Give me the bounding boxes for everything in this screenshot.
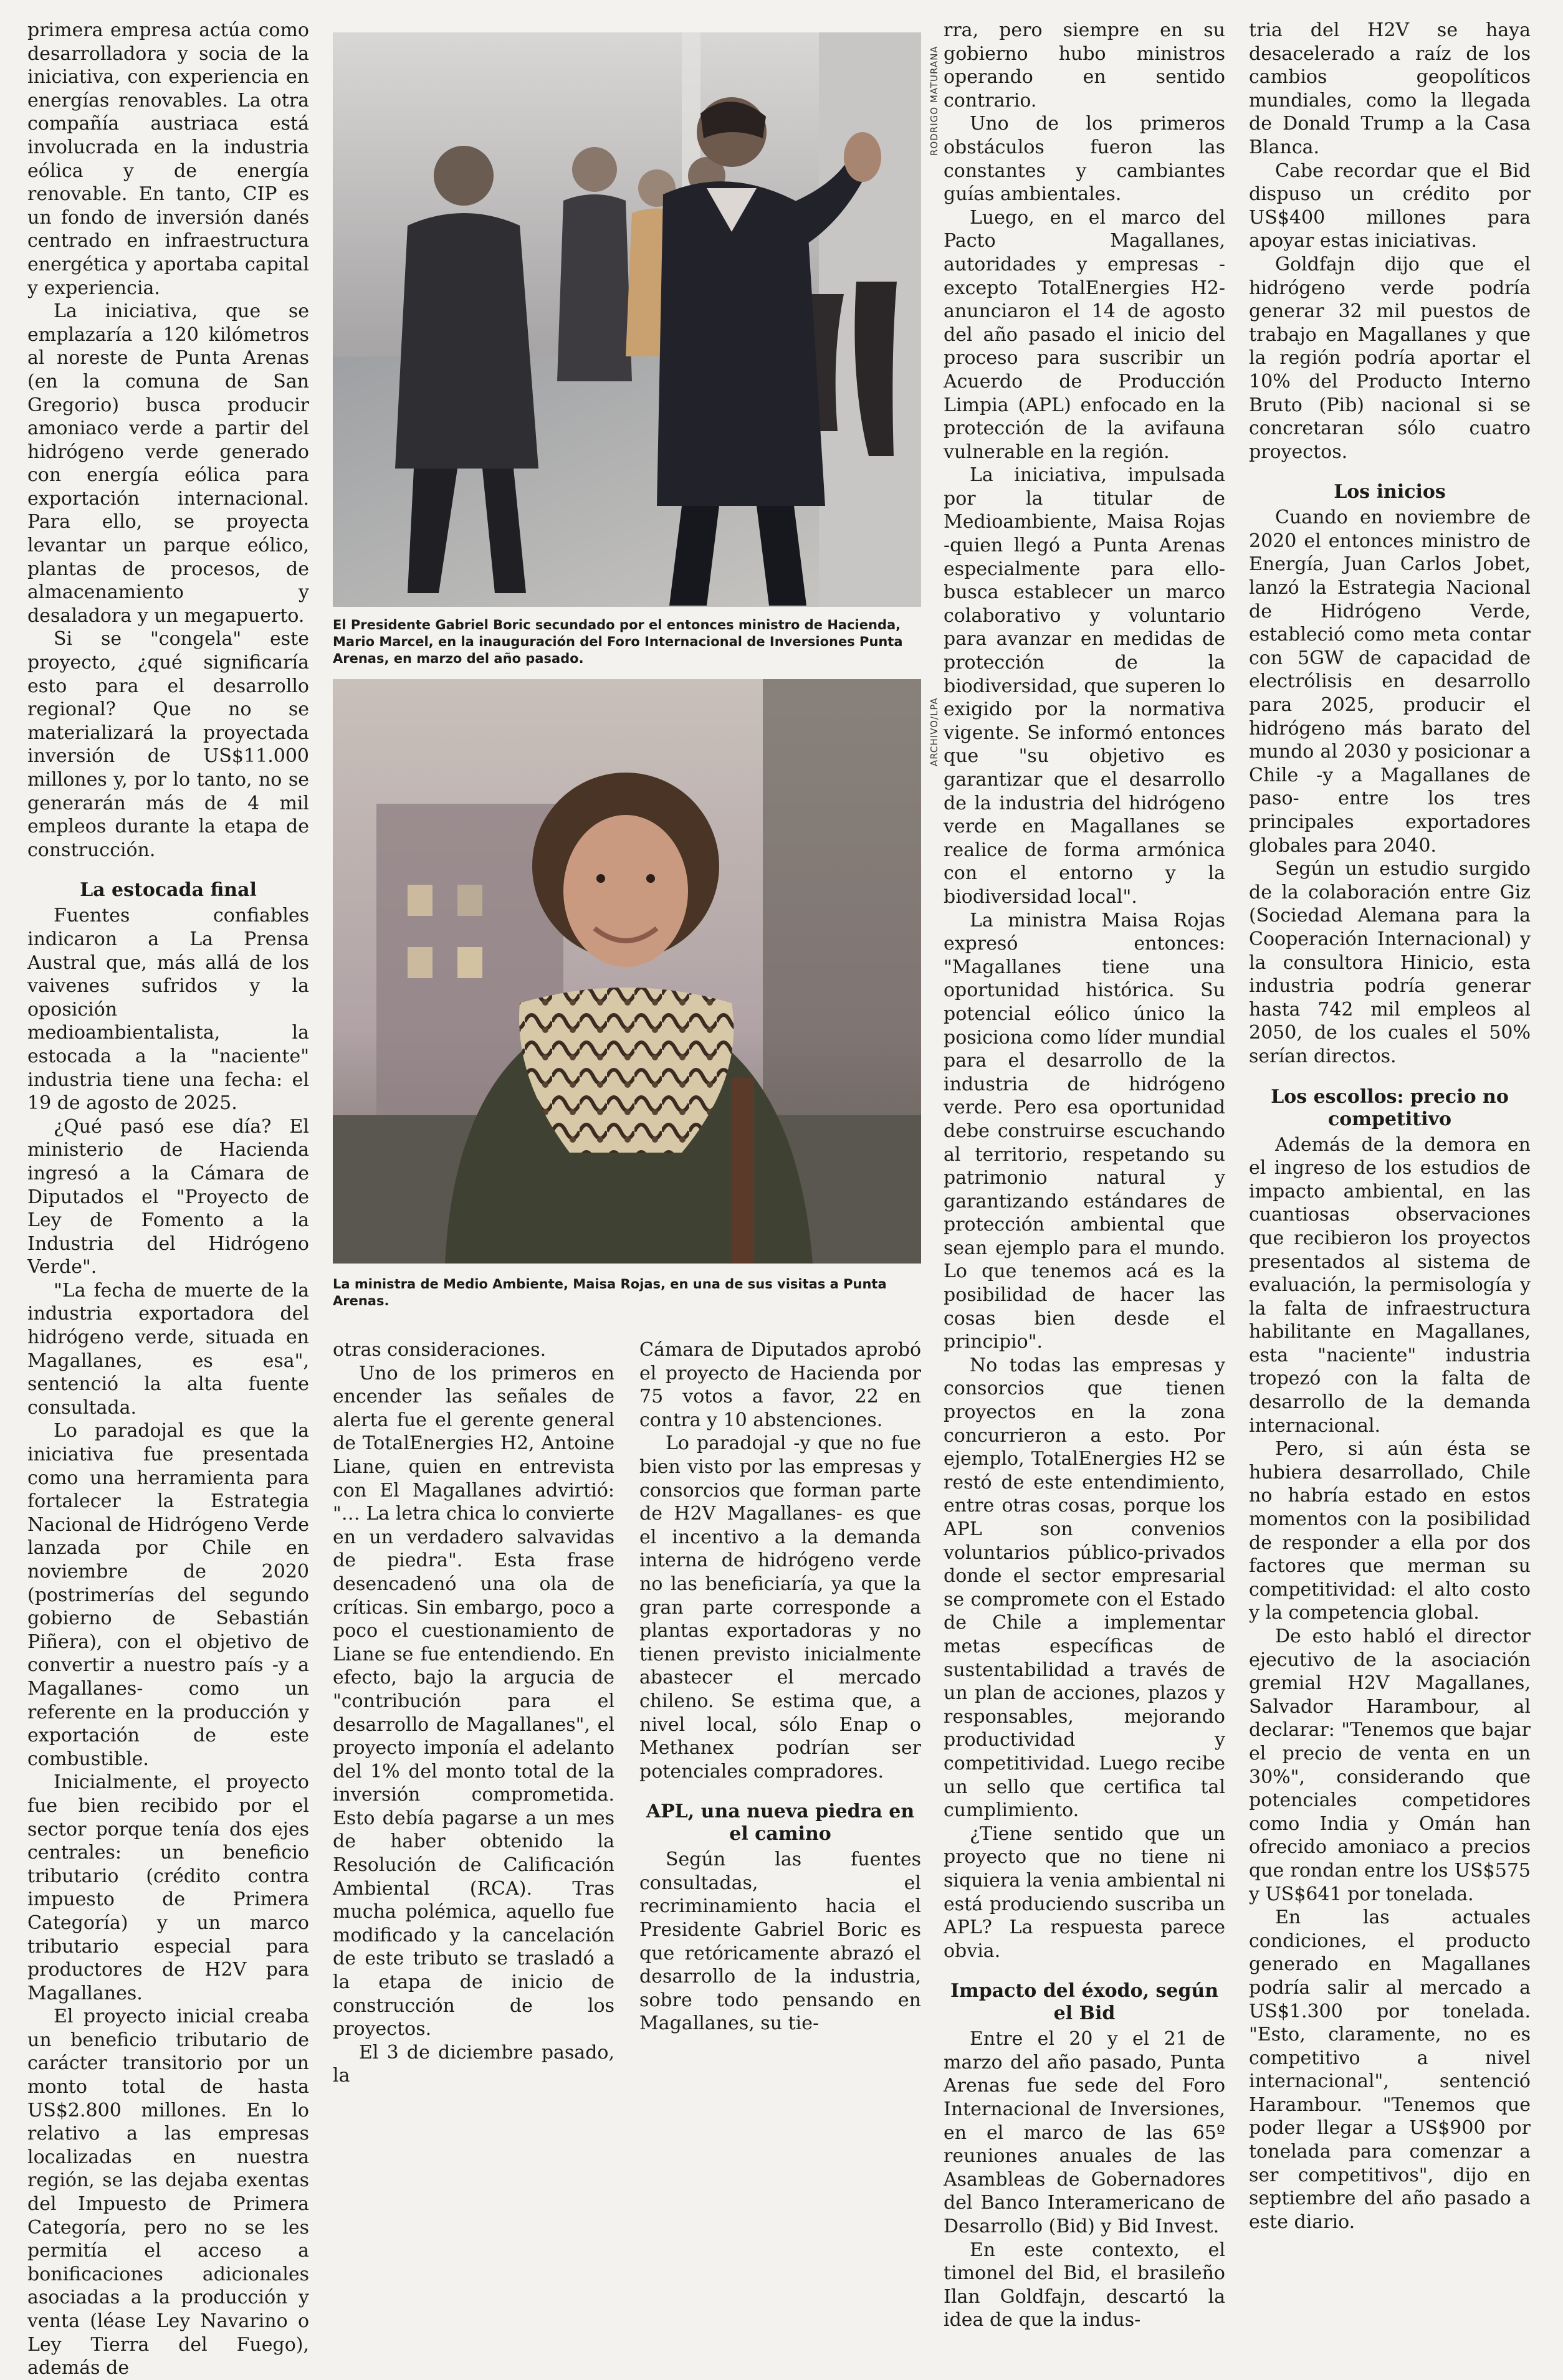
photo-boric-forum [333, 32, 921, 607]
photo-rojas-caption: La ministra de Medio Ambiente, Maisa Rojas, en una de sus visitas a Punta Arenas. [333, 1277, 887, 1308]
subheading-apl: APL, una nueva piedra en el camino [646, 1801, 915, 1845]
photo-rojas-credit: ARCHIVO/LPA [929, 697, 940, 766]
paragraph: No todas las empresas y consorcios que tienen proyectos en la zona concurrieron a esto. Por ejemplo, TotalEnergies H2 se restó de este entendimiento, entre otras cosas, porque los APL son convenios voluntarios público-privados donde el sector empresarial se compromete con el Estado de Chile a implementar metas específicas de sustentabilidad a través de un plan de acciones, plazos y responsables, mejorando productividad y competitividad. Luego recibe un sello que certifica tal cumplimiento. [944, 1354, 1225, 1822]
paragraph: La ministra Maisa Rojas expresó entonces: "Magallanes tiene una oportunidad histórica. Su potencial eólico único la posiciona como líder mundial para el desarrollo de la industria de hidrógeno verde. Pero esa oportunidad debe construirse escuchando al territorio, respetando su patrimonio natural y garantizando estándares de protección ambiental que sean ejemplo para el mundo. Lo que tenemos acá es la posibilidad de hacer las cosas bien desde el principio". [944, 909, 1225, 1353]
article-column-2 [333, 1338, 614, 2088]
photo-boric-caption: El Presidente Gabriel Boric secundado por el entonces ministro de Hacienda, Mario Marcel, en la inauguración del Foro Internacional de Inversiones Punta Arenas, en marzo del año pasado. [333, 617, 903, 666]
paragraph: otras consideraciones. [333, 1339, 547, 1361]
photo-rojas-image [333, 679, 921, 1264]
article-column-4 [944, 19, 1225, 2332]
paragraph: Goldfajn dijo que el hidrógeno verde podría generar 32 mil puestos de trabajo en Magallanes y que la región podría aportar el 10% del Producto Interno Bruto (Pib) nacional si se concretaran sólo cuatro proyectos. [1249, 253, 1531, 463]
paragraph: primera empresa actúa como desarrolladora y socia de la iniciativa, con experiencia en energías renovables. La otra compañía austriaca está involucrada en la industria eólica y de energía renovable. En tanto, CIP es un fondo de inversión danés centrado en infraestructura energética y aportaba capital y experiencia. [27, 19, 309, 299]
paragraph: En las actuales condiciones, el producto generado en Magallanes podría salir al mercado a US$1.300 por tonelada. "Esto, claramente, no es competitivo a nivel internacional", sentenció Harambour. "Tenemos que poder llegar a US$900 por tonelada para comenzar a ser competitivos", dijo en septiembre del año pasado a este diario. [1249, 1906, 1531, 2233]
paragraph: El proyecto inicial creaba un beneficio tributario de carácter transitorio por un monto total de hasta US$2.800 millones. En lo relativo a las empresas localizadas en nuestra región, se las dejaba exentas del Impuesto de Primera Categoría, pero no se les permitía el acceso a bonificaciones adicionales asociadas a la producción y venta (léase Ley Navarino o Ley Tierra del Fuego), además de [27, 2006, 309, 2379]
paragraph: De esto habló el director ejecutivo de la asociación gremial H2V Magallanes, Salvador Harambour, al declarar: "Tenemos que bajar el precio de venta en un 30%", considerando que potenciales competidores como India y Omán han ofrecido amoniaco a precios que rondan entre los US$575 y US$641 por tonelada. [1249, 1626, 1531, 1905]
paragraph: tria del H2V se haya desacelerado a raíz de los cambios geopolíticos mundiales, como la llegada de Donald Trump a la Casa Blanca. [1249, 19, 1531, 158]
paragraph: Cabe recordar que el Bid dispuso un crédito por US$400 millones para apoyar estas iniciativas. [1249, 159, 1531, 252]
paragraph: ¿Qué pasó ese día? El ministerio de Hacienda ingresó a la Cámara de Diputados el "Proyecto de Ley de Fomento a la Industria del Hidrógeno Verde". [27, 1115, 309, 1278]
paragraph: Pero, si aún ésta se hubiera desarrollado, Chile no habría estado en estos momentos con la posibilidad de responder a ella por dos factores que merman su competitividad: el alto costo y la competencia global. [1249, 1438, 1531, 1624]
subheading-la-estocada-final: La estocada final [80, 879, 257, 902]
paragraph: Uno de los primeros obstáculos fueron las constantes y cambiantes guías ambientales. [944, 113, 1225, 206]
paragraph: Entre el 20 y el 21 de marzo del año pasado, Punta Arenas fue sede del Foro Internacional de Inversiones, en el marco de las 65º reuniones anuales de las Asambleas de Gobernadores del Banco Interamericano de Desarrollo (Bid) y Bid Invest. [944, 2028, 1225, 2238]
subheading-los-escollos: Los escollos: precio no competitivo [1271, 1085, 1509, 1130]
subheading-los-inicios: Los inicios [1334, 481, 1446, 503]
paragraph: El 3 de diciembre pasado, la [333, 2041, 614, 2087]
article-column-5 [1249, 19, 1531, 2234]
paragraph: rra, pero siempre en su gobierno hubo ministros operando en sentido contrario. [944, 19, 1225, 112]
paragraph: Lo paradojal -y que no fue bien visto por las empresas y consorcios que forman parte de H2V Magallanes- es que el incentivo a la demanda interna de hidrógeno verde no las beneficiaría, ya que la gran parte corresponde a plantas exportadoras y no tienen previsto inicialmente abastecer el mercado chileno. Se estima que, a nivel local, sólo Enap o Methanex podrían ser potenciales compradores. [639, 1432, 921, 1783]
paragraph: Además de la demora en el ingreso de los estudios de impacto ambiental, en las cuantiosas observaciones que recibieron los proyectos presentados al sistema de evaluación, la permisología y la falta de infraestructura habilitante en Magallanes, esta "naciente" industria tropezó con la falta de desarrollo de la demanda internacional. [1249, 1133, 1531, 1437]
paragraph: Si se "congela" este proyecto, ¿qué significaría esto para el desarrollo regional? Que no se materializará la proyectada inversión de US$11.000 millones y, por lo tanto, no se generarán más de 4 mil empleos durante la etapa de construcción. [27, 628, 309, 861]
paragraph: "La fecha de muerte de la industria exportadora del hidrógeno verde, situada en Magallanes, es esa", sentenció la alta fuente consultada. [27, 1279, 309, 1419]
paragraph: La iniciativa, que se emplazaría a 120 kilómetros al noreste de Punta Arenas (en la comuna de San Gregorio) busca producir amoniaco verde a partir del hidrógeno verde generado con energía eólica para exportación internacional. Para ello, se proyecta levantar un parque eólico, plantas de procesos, de almacenamiento y desaladora y un megapuerto. [27, 300, 309, 627]
paragraph: Inicialmente, el proyecto fue bien recibido por el sector porque tenía dos ejes centrales: un beneficio tributario (crédito contra impuesto de Primera Categoría) y un marco tributario especial para productores de H2V para Magallanes. [27, 1771, 309, 2004]
paragraph: Luego, en el marco del Pacto Magallanes, autoridades y empresas -excepto TotalEnergies H2- anunciaron el 14 de agosto del año pasado el inicio del proceso para suscribir un Acuerdo de Producción Limpia (APL) enfocado en la protección de la avifauna vulnerable en la región. [944, 206, 1225, 463]
photo-maisa-rojas [333, 679, 921, 1264]
photo-boric-image [333, 32, 921, 607]
paragraph: Cámara de Diputados aprobó el proyecto de Hacienda por 75 votos a favor, 22 en contra y 10 abstenciones. [639, 1339, 921, 1431]
paragraph: ¿Tiene sentido que un proyecto que no tiene ni siquiera la venia ambiental ni está produciendo suscriba un APL? La respuesta parece obvia. [944, 1822, 1225, 1962]
paragraph: Uno de los primeros en encender las señales de alerta fue el gerente general de TotalEnergies H2, Antoine Liane, quien en entrevista con El Magallanes advirtió: "… La letra chica lo convierte en un verdadero salvavidas de piedra". Esta frase desencadenó una ola de críticas. Sin embargo, poco a poco el cuestionamiento de Liane se fue entendiendo. En efecto, bajo la argucia de "contribución para el desarrollo de Magallanes", el proyecto imponía el adelanto del 1% del monto total de la inversión comprometida. Esto debía pagarse a un mes de haber obtenido la Resolución de Calificación Ambiental (RCA). Tras mucha polémica, aquello fue modificado y la cancelación de este tributo se trasladó a la etapa de inicio de construcción de los proyectos. [333, 1362, 614, 2040]
paragraph: En este contexto, el timonel del Bid, el brasileño Ilan Goldfajn, descartó la idea de que la indus- [944, 2239, 1225, 2331]
article-column-1 [27, 19, 309, 2380]
article-column-3 [639, 1338, 921, 2035]
subheading-impacto-del-exodo: Impacto del éxodo, según el Bid [950, 1980, 1219, 2025]
paragraph: Según las fuentes consultadas, el recriminamiento hacia el Presidente Gabriel Boric es que retóricamente abrazó el desarrollo de la industria, sobre todo pensando en Magallanes, su tie- [639, 1849, 921, 2035]
photo-boric-credit: RODRIGO MATURANA [929, 45, 940, 156]
paragraph: Lo paradojal es que la iniciativa fue presentada como una herramienta para fortalecer la Estrategia Nacional de Hidrógeno Verde lanzada por Chile en noviembre de 2020 (postrimerías del segundo gobierno de Sebastián Piñera), con el objetivo de convertir a nuestro país -y a Magallanes- como un referente en la producción y exportación de este combustible. [27, 1420, 309, 1770]
paragraph: Fuentes confiables indicaron a La Prensa Austral que, más allá de los vaivenes sufridos y la oposición medioambientalista, la estocada a la "naciente" industria tiene una fecha: el 19 de agosto de 2025. [27, 905, 309, 1115]
paragraph: La iniciativa, impulsada por la titular de Medioambiente, Maisa Rojas -quien llegó a Punta Arenas especialmente para ello- busca establecer un marco colaborativo y voluntario para avanzar en medidas de protección de la biodiversidad, que superen lo exigido por la normativa vigente. Se informó entonces que "su objetivo es garantizar que el desarrollo de la industria del hidrógeno verde en Magallanes se realice de forma armónica con el entorno y la biodiversidad local". [944, 464, 1225, 908]
paragraph: Cuando en noviembre de 2020 el entonces ministro de Energía, Juan Carlos Jobet, lanzó la Estrategia Nacional de Hidrógeno Verde, estableció como meta contar con 5GW de capacidad de electrólisis en desarrollo para 2025, producir el hidrógeno más barato del mundo al 2030 y posicionar a Chile -y a Magallanes de paso- entre los tres principales exportadores globales para 2040. [1249, 507, 1531, 857]
paragraph: Según un estudio surgido de la colaboración entre Giz (Sociedad Alemana para la Cooperación Internacional) y la consultora Hinicio, esta industria podría generar hasta 742 mil empleos al 2050, de los cuales el 50% serían directos. [1249, 858, 1531, 1067]
